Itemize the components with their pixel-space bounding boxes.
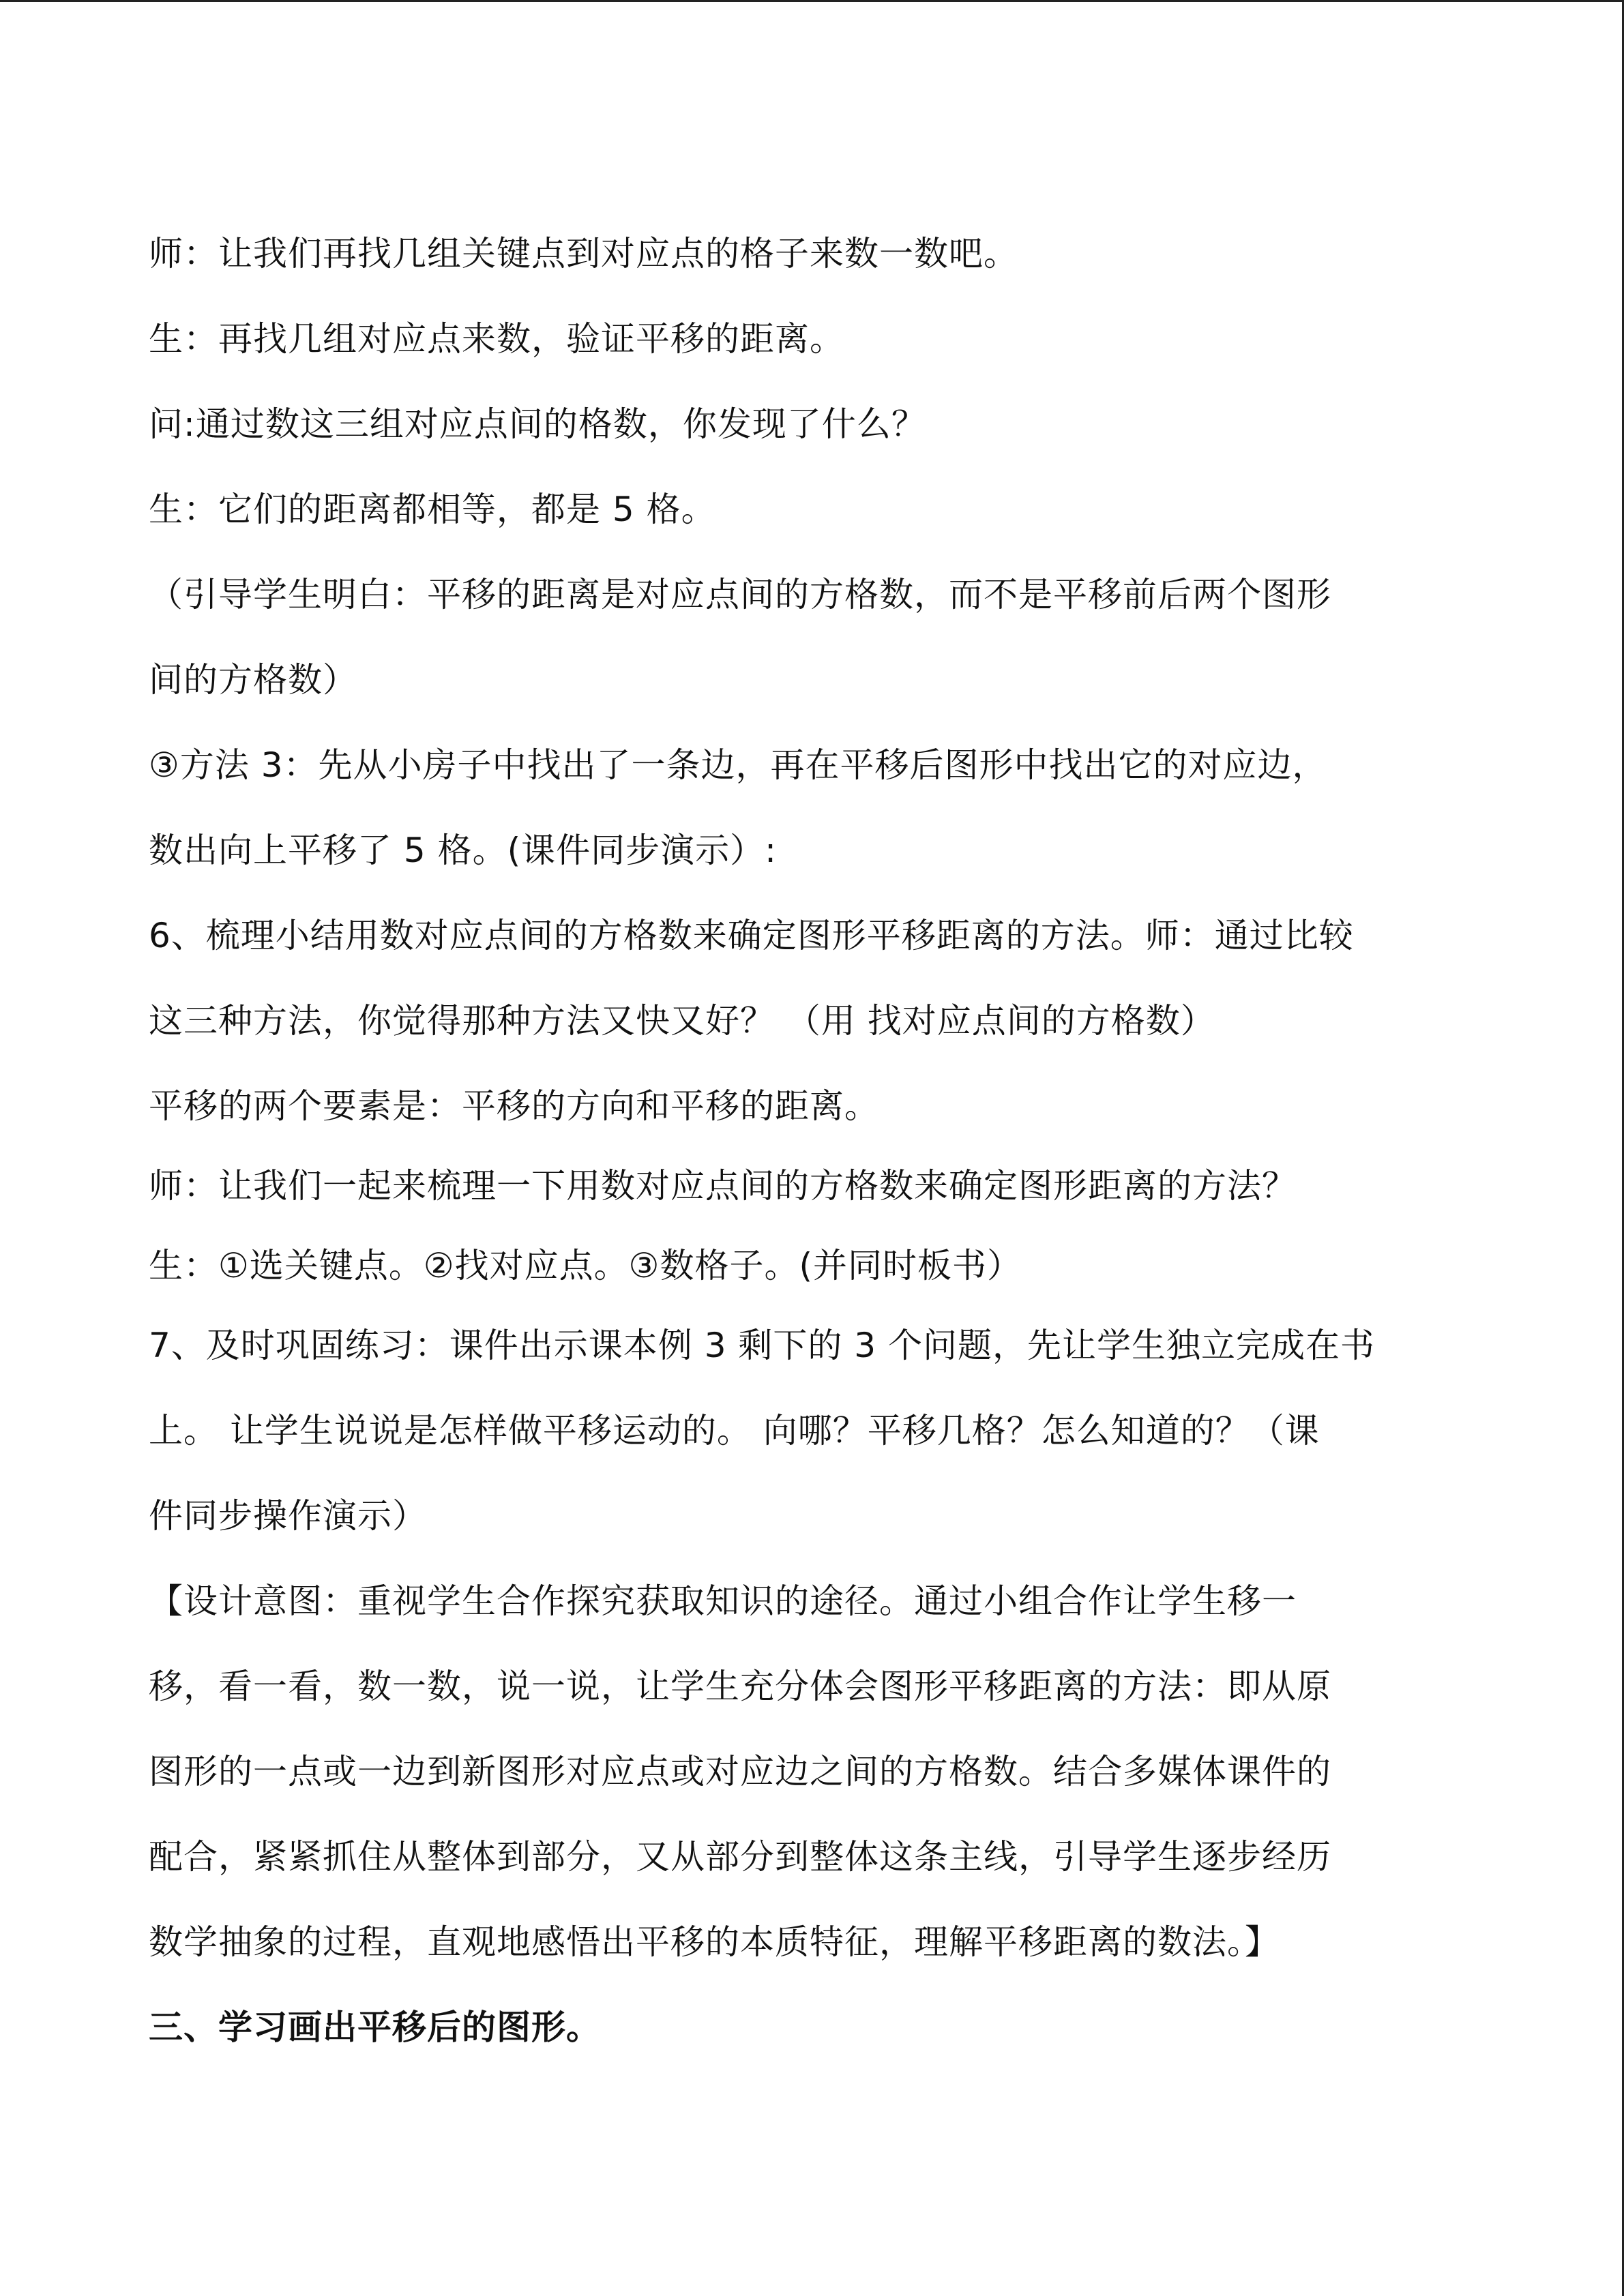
paragraph-line-2: 生：再找几组对应点来数，验证平移的距离。 [149,319,844,359]
paragraph-line-19: 图形的一点或一边到新图形对应点或对应边之间的方格数。结合多媒体课件的 [149,1752,1331,1791]
paragraph-line-10: 这三种方法，你觉得那种方法又快又好？ （用 找对应点间的方格数） [149,1001,1215,1041]
paragraph-line-9: 6、梳理小结用数对应点间的方格数来确定图形平移距离的方法。师：通过比较 [149,916,1354,955]
paragraph-line-1: 师：让我们再找几组关键点到对应点的格子来数一数吧。 [149,234,1018,273]
section-heading: 三、学习画出平移后的图形。 [149,2008,601,2047]
paragraph-line-13: 生：①选关键点。②找对应点。③数格子。(并同时板书） [149,1246,1022,1285]
paragraph-line-8: 数出向上平移了 5 格。(课件同步演示）: [149,831,777,870]
paragraph-line-15: 上。 让学生说说是怎样做平移运动的。 向哪？平移几格？怎么知道的？（课 [149,1411,1320,1450]
paragraph-line-18: 移，看一看，数一数，说一说，让学生充分体会图形平移距离的方法：即从原 [149,1667,1331,1706]
paragraph-line-11: 平移的两个要素是：平移的方向和平移的距离。 [149,1086,879,1126]
paragraph-line-3: 问:通过数这三组对应点间的格数，你发现了什么？ [149,404,926,444]
document-body [149,211,1486,2070]
paragraph-line-16: 件同步操作演示） [149,1496,427,1536]
paragraph-line-7: ③方法 3：先从小房子中找出了一条边，再在平移后图形中找出它的对应边， [149,745,1327,785]
paragraph-line-4: 生：它们的距离都相等，都是 5 格。 [149,490,716,529]
paragraph-line-20: 配合，紧紧抓住从整体到部分，又从部分到整体这条主线，引导学生逐步经历 [149,1837,1331,1877]
paragraph-line-12: 师：让我们一起来梳理一下用数对应点间的方格数来确定图形距离的方法？ [149,1166,1297,1206]
page-border-top [0,0,1624,2]
paragraph-line-6: 间的方格数） [149,660,357,700]
paragraph-line-21: 数学抽象的过程，直观地感悟出平移的本质特征，理解平移距离的数法。】 [149,1922,1280,1962]
paragraph-line-14: 7、及时巩固练习：课件出示课本例 3 剩下的 3 个问题，先让学生独立完成在书 [149,1326,1376,1365]
paragraph-line-5: （引导学生明白：平移的距离是对应点间的方格数，而不是平移前后两个图形 [149,575,1331,614]
paragraph-line-17: 【设计意图：重视学生合作探究获取知识的途径。通过小组合作让学生移一 [149,1581,1297,1621]
